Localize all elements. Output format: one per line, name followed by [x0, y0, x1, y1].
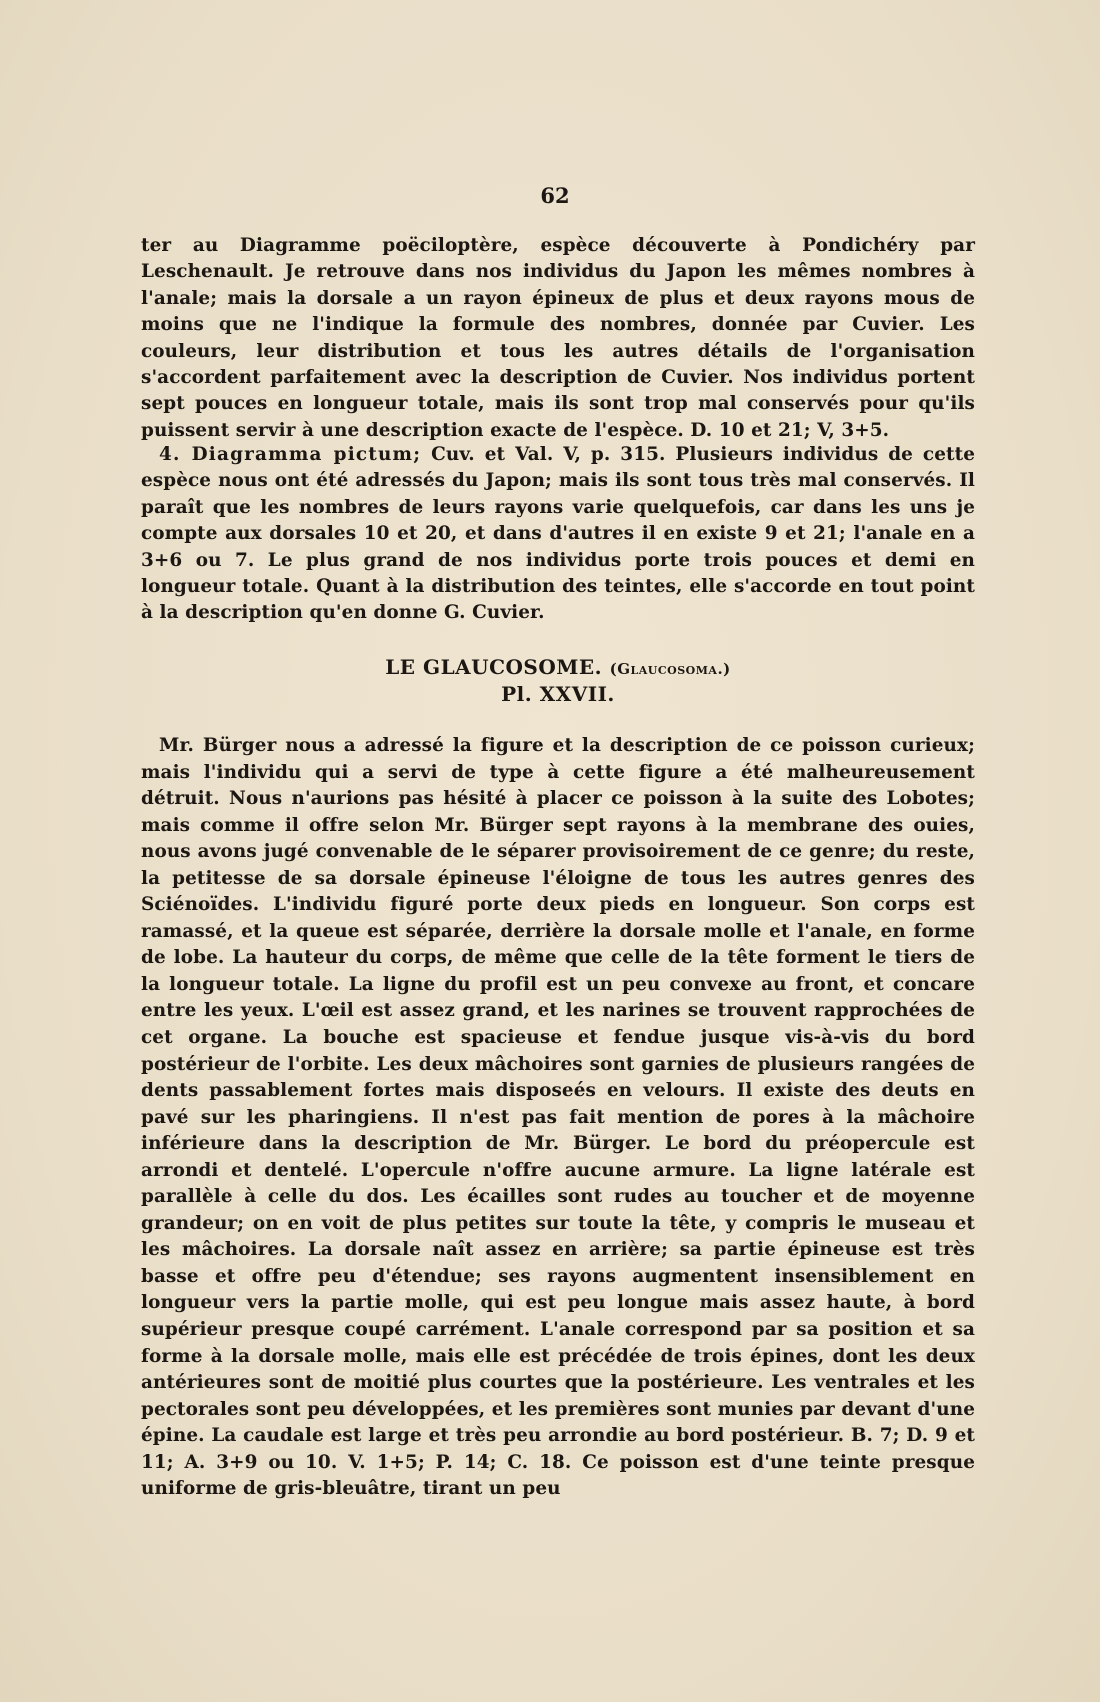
- page-number: 62: [540, 183, 570, 208]
- paragraph-text: Mr. Bürger nous a adressé la figure et la description de ce poisson curieux; mais l'individu qui a servi de type à cette figure a été malheureusement détruit. Nous n'aurions pas hésité à placer ce poisson à la suite des Lobotes; mais comme il offre selon Mr. Bürger sept rayons à la membrane des ouies, nous avons jugé convenable de le séparer provisoirement de ce genre; du reste, la petitesse de sa dorsale épineuse l'éloigne de tous les autres genres des Sciénoïdes. L'individu figuré porte deux pieds en longueur. Son corps est ramassé, et la queue est séparée, derrière la dorsale molle et l'anale, en forme de lobe. La hauteur du corps, de même que celle de la tête forment le tiers de la longueur totale. La ligne du profil est un peu convexe au front, et concare entre les yeux. L'œil est assez grand, et les narines se trouvent rapprochées de cet organe. La bouche est spacieuse et fendue jusque vis-à-vis du bord postérieur de l'orbite. Les deux mâchoires sont garnies de plusieurs rangées de dents passablement fortes mais disposeés en velours. Il existe des deuts en pavé sur les pharingiens. Il n'est pas fait mention de pores à la mâchoire inférieure dans la description de Mr. Bürger. Le bord du préopercule est arrondi et dentelé. L'opercule n'offre aucune armure. La ligne latérale est parallèle à celle du dos. Les écailles sont rudes au toucher et de moyenne grandeur; on en voit de plus petites sur toute la tête, y compris le museau et les mâchoires. La dorsale naît assez en arrière; sa partie épineuse est très basse et offre peu d'étendue; ses rayons augmentent insensiblement en longueur vers la partie molle, qui est peu longue mais assez haute, à bord supérieur presque coupé carrément. L'anale correspond par sa position et sa forme à la dorsale molle, mais elle est précédée de trois épines, dont les deux antérieures sont de moitié plus courtes que la postérieure. Les ventrales et les pectorales sont peu développées, et les premières sont munies par devant d'une épine. La caudale est large et très peu arrondie au bord postérieur. B. 7; D. 9 et 11; A. 3+9 ou 10. V. 1+5; P. 14; C. 18. Ce poisson est d'une teinte presque uniforme de gris-bleuâtre, tirant un peu: [141, 735, 975, 1500]
- paragraph-text: Cuv. et Val. V, p. 315. Plusieurs individus de cette espèce nous ont été adressés du Japon; mais ils sont tous très mal conservés. Il paraît que les nombres de leurs rayons varie quelquefois, car dans les uns je compte aux dorsales 10 et 20, et dans d'autres il en existe 9 et 21; l'anale en a 3+6 ou 7. Le plus grand de nos individus porte trois pouces et demi en longueur totale. Quant à la distribution des teintes, elle s'accorde en tout point à la description qu'en donne G. Cuvier.: [141, 444, 975, 624]
- section-title-french: LE GLAUCOSOME.: [385, 655, 603, 679]
- paragraph-diagramma-pictum: [141, 442, 975, 627]
- section-title: [0, 655, 1100, 679]
- section-title-latin: (Glaucosoma.): [609, 660, 731, 678]
- paragraph-diagramma-poecilopterus: [141, 233, 975, 444]
- paragraph-glaucosoma-description: [141, 733, 975, 1503]
- paragraph-text: ter au Diagramme poëciloptère, espèce découverte à Pondichéry par Leschenault. Je retrouve dans nos individus du Japon les mêmes nombres à l'anale; mais la dorsale a un rayon épineux de plus et deux rayons mous de moins que ne l'indique la formule des nombres, donnée par Cuvier. Les couleurs, leur distribution et tous les autres détails de l'organisation s'accordent parfaitement avec la description de Cuvier. Nos individus portent sept pouces en longueur totale, mais ils sont trop mal conservés pour qu'ils puissent servir à une description exacte de l'espèce. D. 10 et 21; V, 3+5.: [141, 235, 975, 441]
- plate-reference: Pl. XXVII.: [501, 682, 615, 706]
- species-heading: 4. Diagramma pictum;: [159, 444, 422, 465]
